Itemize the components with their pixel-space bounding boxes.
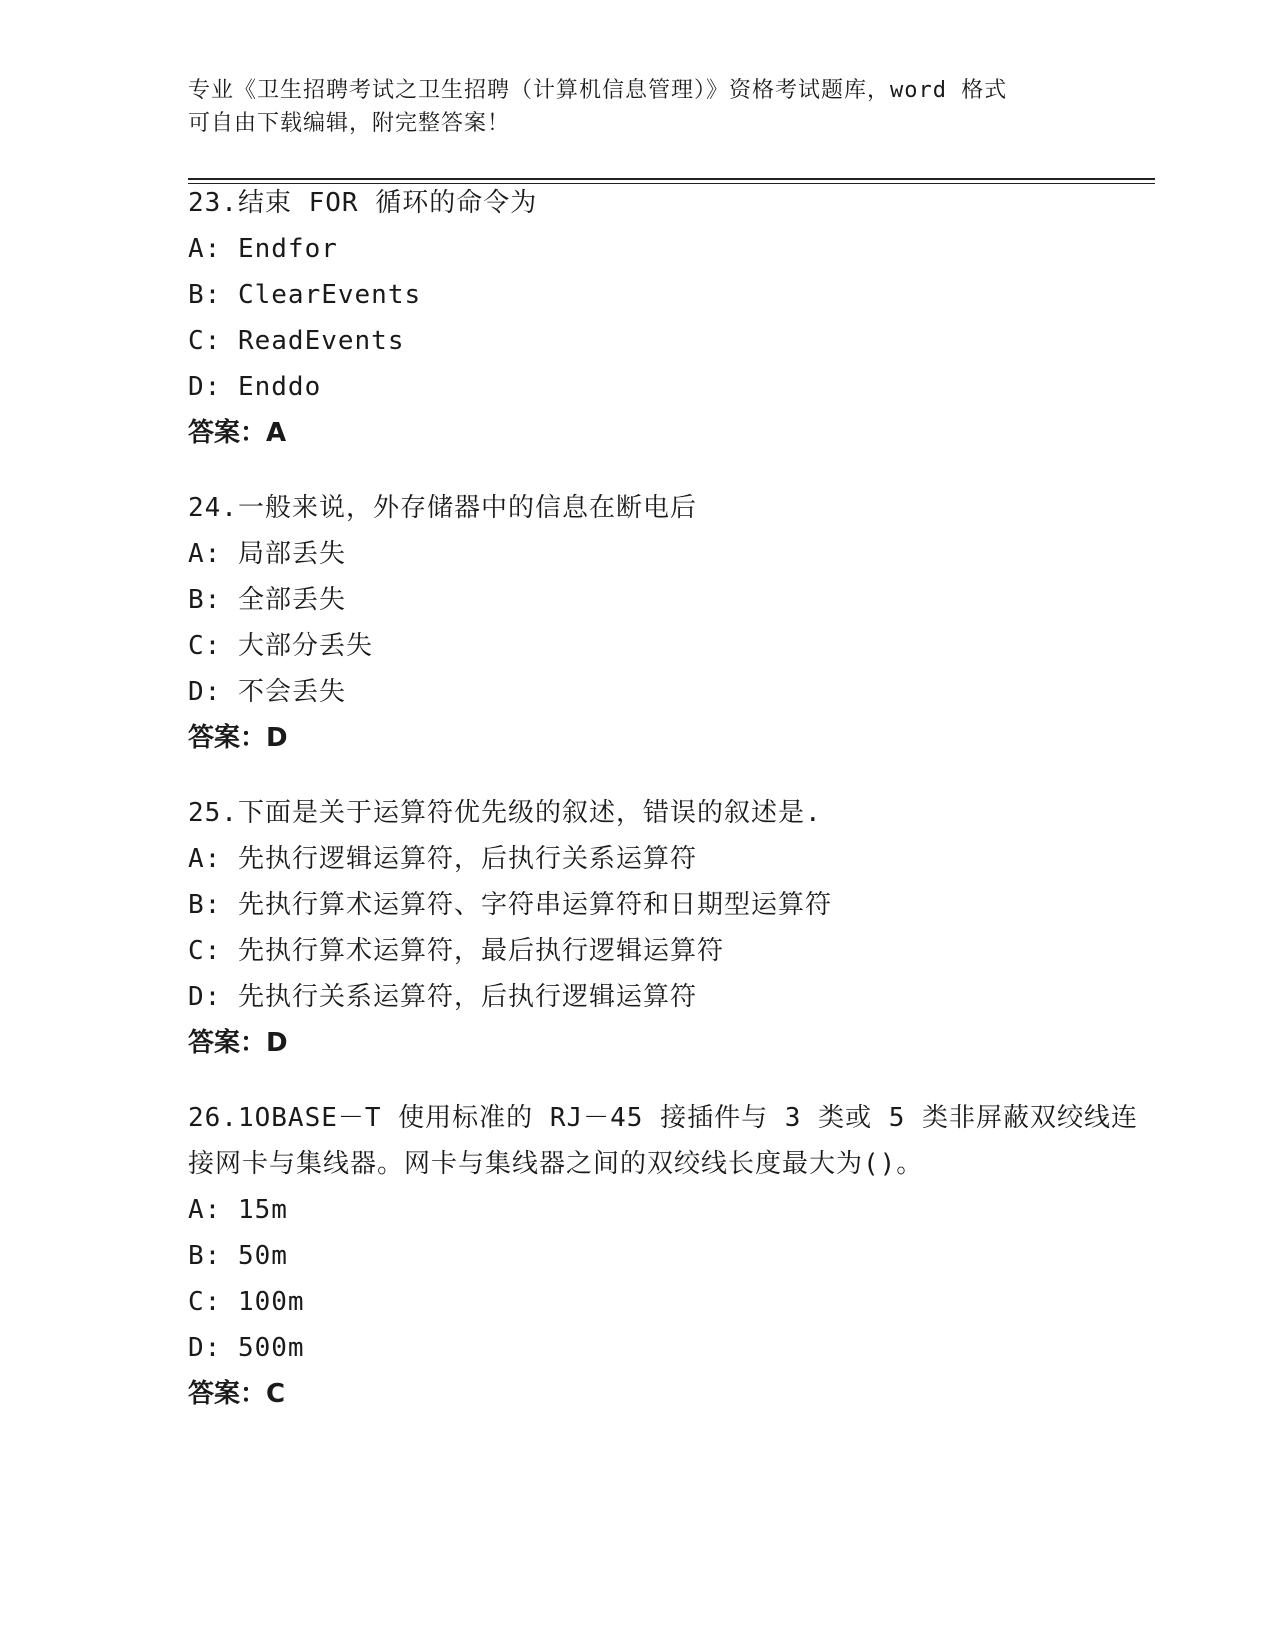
- option-a: A: 局部丢失: [188, 539, 346, 569]
- question-26: [188, 1095, 1158, 1417]
- option-b: B: 先执行算术运算符、字符串运算符和日期型运算符: [188, 890, 832, 920]
- header-line-2: 可自由下载编辑，附完整答案！: [188, 111, 511, 136]
- question-stem-line-2: 接网卡与集线器。网卡与集线器之间的双绞线长度最大为()。: [188, 1149, 924, 1179]
- option-b: B: 50m: [188, 1241, 288, 1271]
- option-b: B: ClearEvents: [188, 280, 422, 310]
- question-24: [188, 485, 1158, 761]
- header-line-1: 专业《卫生招聘考试之卫生招聘（计算机信息管理）》资格考试题库，word 格式: [188, 78, 1008, 103]
- question-stem: 23.结束 FOR 循环的命令为: [188, 188, 538, 218]
- option-d: D: 500m: [188, 1333, 305, 1363]
- question-23: [188, 180, 1158, 456]
- option-a: A: Endfor: [188, 234, 338, 264]
- answer: 答案：A: [188, 418, 287, 448]
- option-c: C: 100m: [188, 1287, 305, 1317]
- question-stem: 24.一般来说，外存储器中的信息在断电后: [188, 493, 697, 523]
- question-stem-line-1: 26.1OBASE－T 使用标准的 RJ－45 接插件与 3 类或 5 类非屏蔽双绞线连: [188, 1103, 1139, 1133]
- answer: 答案：C: [188, 1379, 286, 1409]
- option-d: D: 不会丢失: [188, 677, 346, 707]
- option-d: D: 先执行关系运算符，后执行逻辑运算符: [188, 982, 697, 1012]
- option-b: B: 全部丢失: [188, 585, 346, 615]
- document-header: [188, 74, 1088, 140]
- option-c: C: 先执行算术运算符，最后执行逻辑运算符: [188, 936, 724, 966]
- option-a: A: 15m: [188, 1195, 288, 1225]
- option-d: D: Enddo: [188, 372, 322, 402]
- answer: 答案：D: [188, 1028, 288, 1058]
- question-stem: 25.下面是关于运算符优先级的叙述，错误的叙述是.: [188, 798, 822, 828]
- question-25: [188, 790, 1158, 1066]
- option-c: C: ReadEvents: [188, 326, 405, 356]
- answer: 答案：D: [188, 723, 288, 753]
- option-c: C: 大部分丢失: [188, 631, 373, 661]
- option-a: A: 先执行逻辑运算符，后执行关系运算符: [188, 844, 697, 874]
